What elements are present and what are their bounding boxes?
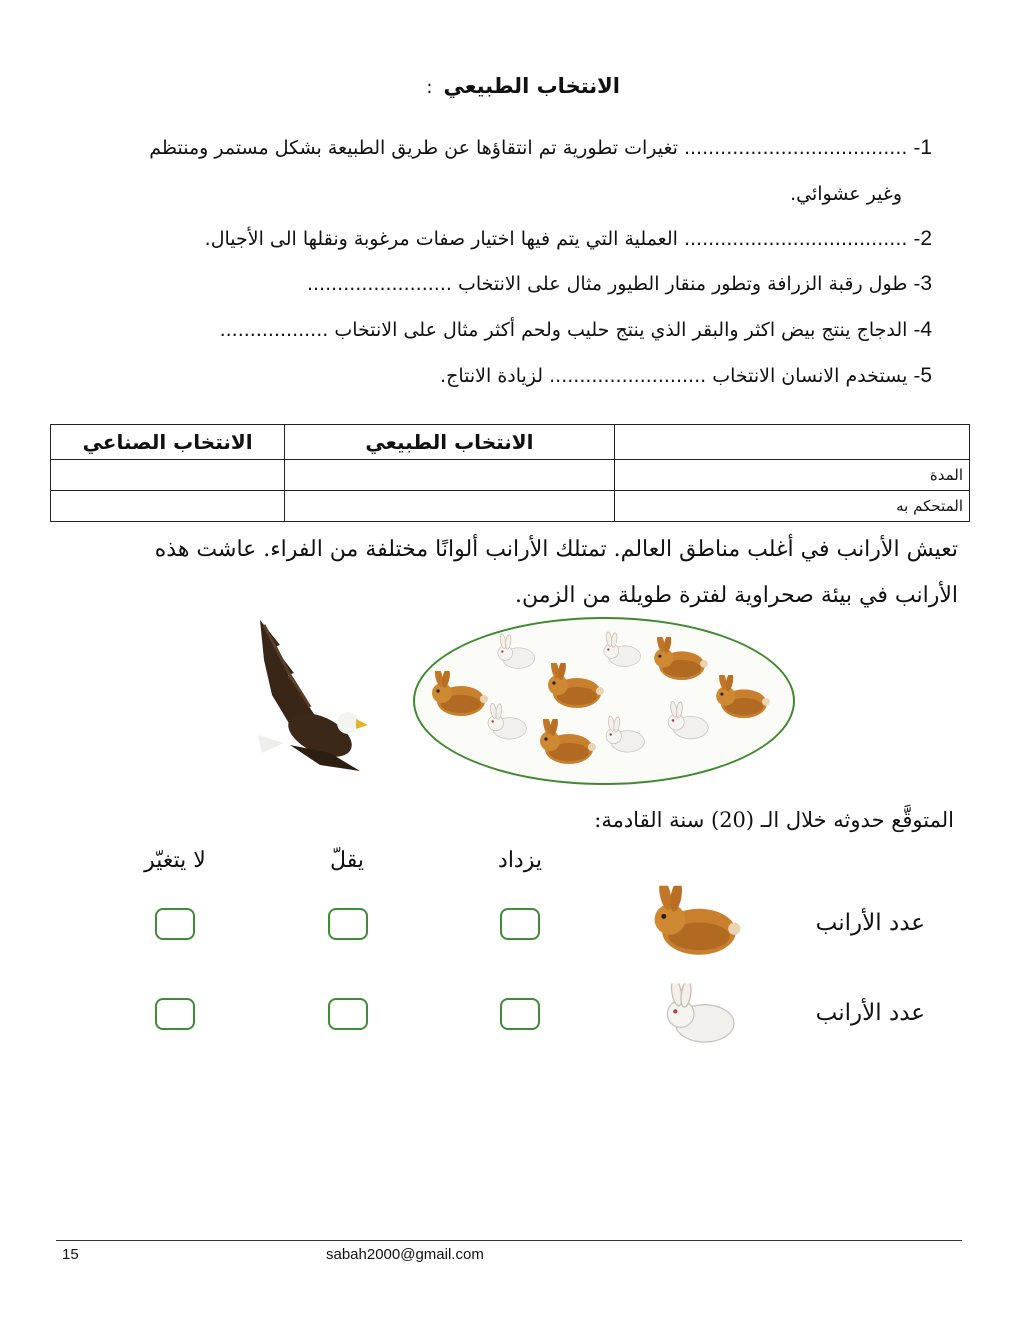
page-number: 15	[62, 1246, 79, 1263]
item-number: 3	[920, 272, 932, 295]
checkbox-white-decrease[interactable]	[328, 998, 368, 1030]
table-header-cell	[614, 425, 969, 460]
white-rabbit-icon	[488, 703, 526, 739]
eagle-image	[250, 615, 370, 777]
row-label-white: عدد الأرانب	[815, 1000, 925, 1026]
brown-rabbit-icon	[548, 658, 604, 708]
item-text: وغير عشوائي.	[790, 183, 902, 205]
table-row-label: المدة	[614, 460, 969, 491]
title-colon: :	[426, 77, 433, 98]
row-label-brown: عدد الأرانب	[815, 910, 925, 936]
item-1	[72, 134, 932, 162]
brown-rabbit-icon	[650, 882, 742, 960]
brown-rabbit-icon	[540, 714, 596, 764]
footer-divider	[56, 1240, 962, 1241]
table-cell[interactable]	[285, 460, 615, 491]
item-text: - الدجاج ينتج بيض اكثر والبقر الذي ينتج حليب ولحم أكثر مثال على الانتخاب ..................	[219, 319, 921, 341]
white-rabbit-icon	[498, 634, 535, 669]
table-row	[51, 460, 970, 491]
brown-rabbit-icon	[432, 666, 488, 716]
table-cell[interactable]	[51, 491, 285, 522]
white-rabbit-icon	[668, 701, 708, 739]
checkbox-brown-no-change[interactable]	[155, 908, 195, 940]
item-number: 4	[920, 318, 932, 341]
checkbox-white-increase[interactable]	[500, 998, 540, 1030]
white-rabbit-icon	[662, 974, 742, 1054]
table-cell[interactable]	[285, 491, 615, 522]
item-number: 5	[920, 364, 932, 387]
table-row	[51, 491, 970, 522]
item-2	[72, 225, 932, 253]
checkbox-white-no-change[interactable]	[155, 998, 195, 1030]
item-text: - ..................................... تغيرات تطورية تم انتقاؤها عن طريق الطبيعة بشكل مستمر ومنتظم	[149, 137, 921, 159]
item-4	[72, 316, 932, 344]
table-cell[interactable]	[51, 460, 285, 491]
table-header-cell: الانتخاب الطبيعي	[285, 425, 615, 460]
comparison-table	[50, 424, 970, 522]
brown-rabbit-icon	[716, 671, 770, 718]
item-number: 1	[920, 136, 932, 159]
footer-email: sabah2000@gmail.com	[326, 1246, 484, 1263]
checkbox-brown-decrease[interactable]	[328, 908, 368, 940]
white-rabbit-icon	[604, 632, 641, 667]
paragraph-line-1: تعيش الأرانب في أغلب مناطق العالم. تمتلك الأرانب ألوانًا مختلفة من الفراء. عاشت هذه	[154, 537, 958, 562]
paragraph-line-2: الأرانب في بيئة صحراوية لفترة طويلة من الزمن.	[514, 583, 958, 608]
rabbit-group	[413, 617, 793, 785]
option-no-change: لا يتغيّر	[144, 848, 206, 873]
item-5	[72, 362, 932, 390]
item-1-continuation	[502, 180, 902, 208]
page-title	[380, 74, 620, 104]
checkbox-brown-increase[interactable]	[500, 908, 540, 940]
item-text: - ..................................... العملية التي يتم فيها اختيار صفات مرغوبة ونقلها الى الأجيال.	[204, 228, 921, 250]
item-text: - طول رقبة الزرافة وتطور منقار الطيور مثال على الانتخاب ........................	[306, 273, 921, 295]
brown-rabbit-icon	[654, 633, 708, 680]
option-decrease: يقلّ	[330, 848, 364, 873]
item-text: - يستخدم الانسان الانتخاب .......................... لزيادة الانتاج.	[440, 365, 921, 387]
item-number: 2	[920, 227, 932, 250]
question-text: المتوقَّع حدوثه خلال الـ (20) سنة القادمة:	[594, 808, 954, 832]
table-row-label: المتحكم به	[614, 491, 969, 522]
white-rabbit-icon	[606, 716, 644, 752]
table-header-cell: الانتخاب الصناعي	[51, 425, 285, 460]
table-header-row	[51, 425, 970, 460]
option-increase: يزداد	[498, 848, 542, 873]
title-text: الانتخاب الطبيعي	[443, 74, 620, 98]
item-3	[72, 270, 932, 298]
